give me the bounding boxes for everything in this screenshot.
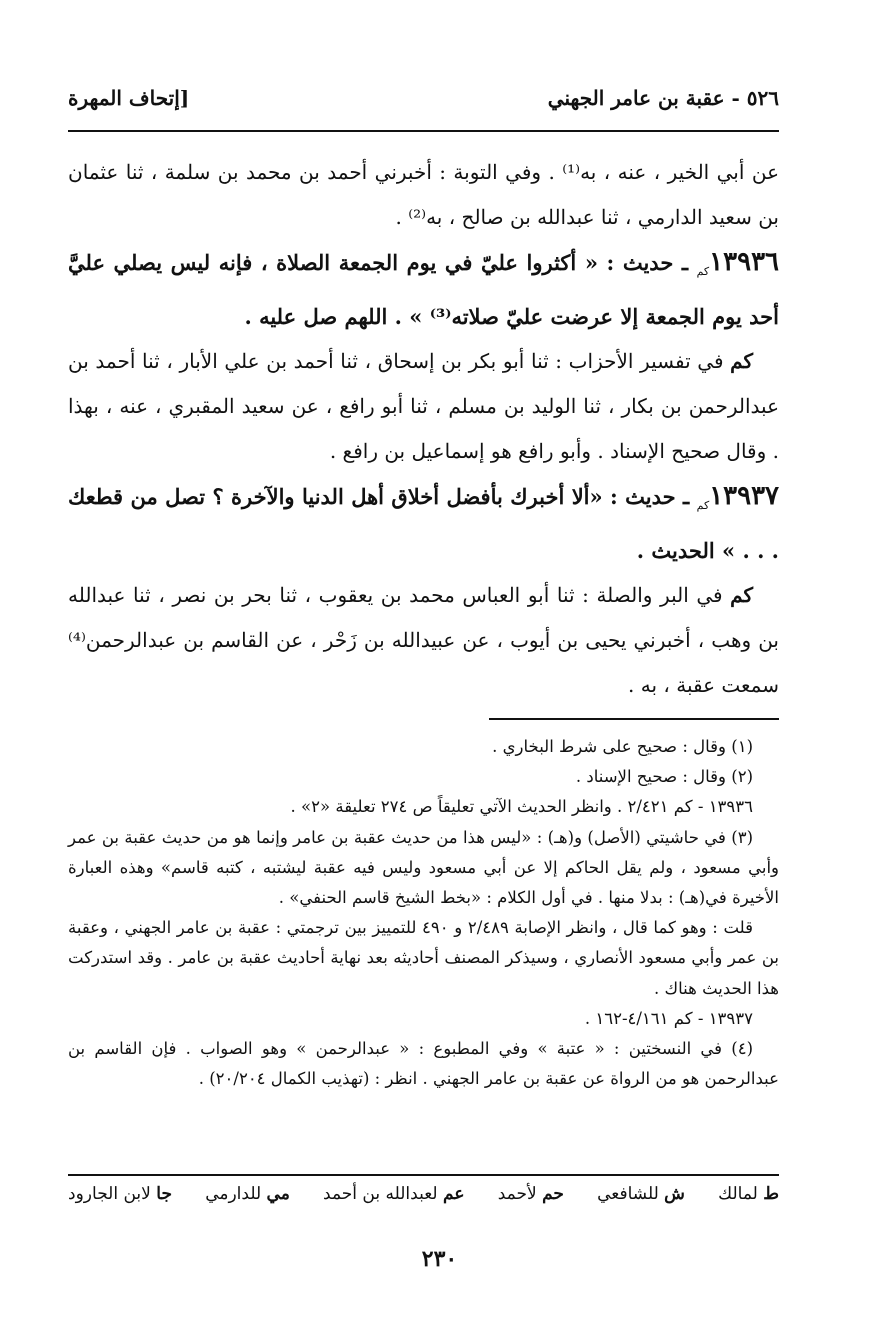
- abbreviations-divider: [68, 1174, 779, 1176]
- isnad-text: في تفسير الأحزاب : ثنا أبو بكر بن إسحاق ، ثنا أحمد بن علي الأبار ، ثنا أحمد بن عبدالرحمن بن بكار ، ثنا الوليد بن مسلم ، ثنا أبو رافع ، عن سعيد المقبري ، عنه ، بهذا . وقال صحيح الإسناد . وأبو رافع هو إسماعيل بن رافع .: [68, 349, 779, 464]
- hadith-13936: [68, 240, 779, 339]
- source-code: كم: [730, 349, 753, 374]
- source-marker: كم: [696, 499, 710, 513]
- abbr-item: ش للشافعي: [597, 1184, 685, 1204]
- source-code: كم: [730, 583, 753, 608]
- book-title: [إتحاف المهرة: [68, 86, 190, 110]
- hadith-13937: [68, 474, 779, 573]
- abbr-item: جا لابن الجارود: [68, 1184, 172, 1204]
- footnote-4: (٤) في النسختين : « عتبة » وفي المطبوع : « عبدالرحمن » وهو الصواب . فإن القاسم بن عبدالرحمن هو من الرواة عن عقبة بن عامر الجهني . انظر : (تهذيب الكمال ٢٠/٢٠٤) .: [68, 1039, 779, 1089]
- footnote-1: (١) وقال : صحيح على شرط البخاري .: [492, 737, 753, 756]
- abbreviations-legend: [68, 1184, 779, 1204]
- isnad-paragraph-2: [68, 573, 779, 708]
- hadith-text: ـ حديث : «ألا أخبرك بأفضل أخلاق أهل الدنيا والآخرة ؟ تصل من قطعك . . . » الحديث .: [68, 484, 779, 564]
- hadith-number: ١٣٩٣٦: [709, 247, 779, 277]
- footnotes: [68, 732, 779, 1094]
- isnad-paragraph-1: [68, 339, 779, 474]
- hadith-text: ـ حديث : « أكثروا عليّ في يوم الجمعة الصلاة ، فإنه ليس يصلي عليَّ أحد يوم الجمعة إلا عرضت عليّ صلاته⁽³⁾ » . اللهم صل عليه .: [68, 250, 779, 330]
- source-marker: كم: [696, 265, 710, 279]
- main-text: [68, 150, 779, 708]
- page-header: [68, 86, 779, 110]
- header-divider: [68, 130, 779, 132]
- abbr-item: حم لأحمد: [497, 1184, 564, 1204]
- abbr-item: عم لعبدالله بن أحمد: [323, 1184, 465, 1204]
- footnote-ref-13937: ١٣٩٣٧ - كم ٤/١٦١-١٦٢ .: [584, 1008, 753, 1028]
- footnote-ref-13936: ١٣٩٣٦ - كم ٢/٤٢١ . وانظر الحديث الآتي تعليقاً ص ٢٧٤ تعليقة «٢» .: [290, 797, 753, 817]
- page-number: ٢٣٠: [421, 1246, 458, 1272]
- footnote-3: (٣) في حاشيتي (الأصل) و(هـ) : «ليس هذا من حديث عقبة بن عامر وإنما هو من حديث عقبة بن عمر وأبي مسعود ، ولم يقل الحاكم إلا عن أبي مسعود وليس فيه عقبة ليشتبه ، كتبه قاسم» وهذه العبارة الأخيرة في(هـ) : بدلا منها . في أول الكلام : «بخط الشيخ قاسم الحنفي» .: [68, 827, 779, 908]
- footnote-divider: [489, 718, 779, 720]
- abbr-item: ط لمالك: [718, 1184, 779, 1204]
- footnote-2: (٢) وقال : صحيح الإسناد .: [575, 767, 753, 787]
- isnad-text: في البر والصلة : ثنا أبو العباس محمد بن يعقوب ، ثنا بحر بن نصر ، ثنا عبدالله بن وهب ، أخبرني يحيى بن أيوب ، عن عبيدالله بن زَحْر ، عن القاسم بن عبدالرحمن⁽⁴⁾ سمعت عقبة ، به .: [68, 583, 779, 698]
- hadith-number: ١٣٩٣٧: [709, 481, 780, 512]
- section-title: ٥٢٦ - عقبة بن عامر الجهني: [547, 86, 779, 110]
- paragraph-intro: عن أبي الخير ، عنه ، به⁽¹⁾ . وفي التوبة : أخبرني أحمد بن محمد بن سلمة ، ثنا عثمان بن سعيد الدارمي ، ثنا عبدالله بن صالح ، به⁽²⁾ .: [68, 160, 779, 229]
- abbr-item: مي للدارمي: [205, 1184, 290, 1204]
- footnote-3-note: قلت : وهو كما قال ، وانظر الإصابة ٢/٤٨٩ و ٤٩٠ للتمييز بين ترجمتي : عقبة بن عامر الجهني ، وعقبة بن عمر وأبي مسعود الأنصاري ، وسيذكر المصنف أحاديثه بعد نهاية أحاديث عقبة بن عامر . وقد استدركت هذا الحديث هناك .: [68, 918, 779, 998]
